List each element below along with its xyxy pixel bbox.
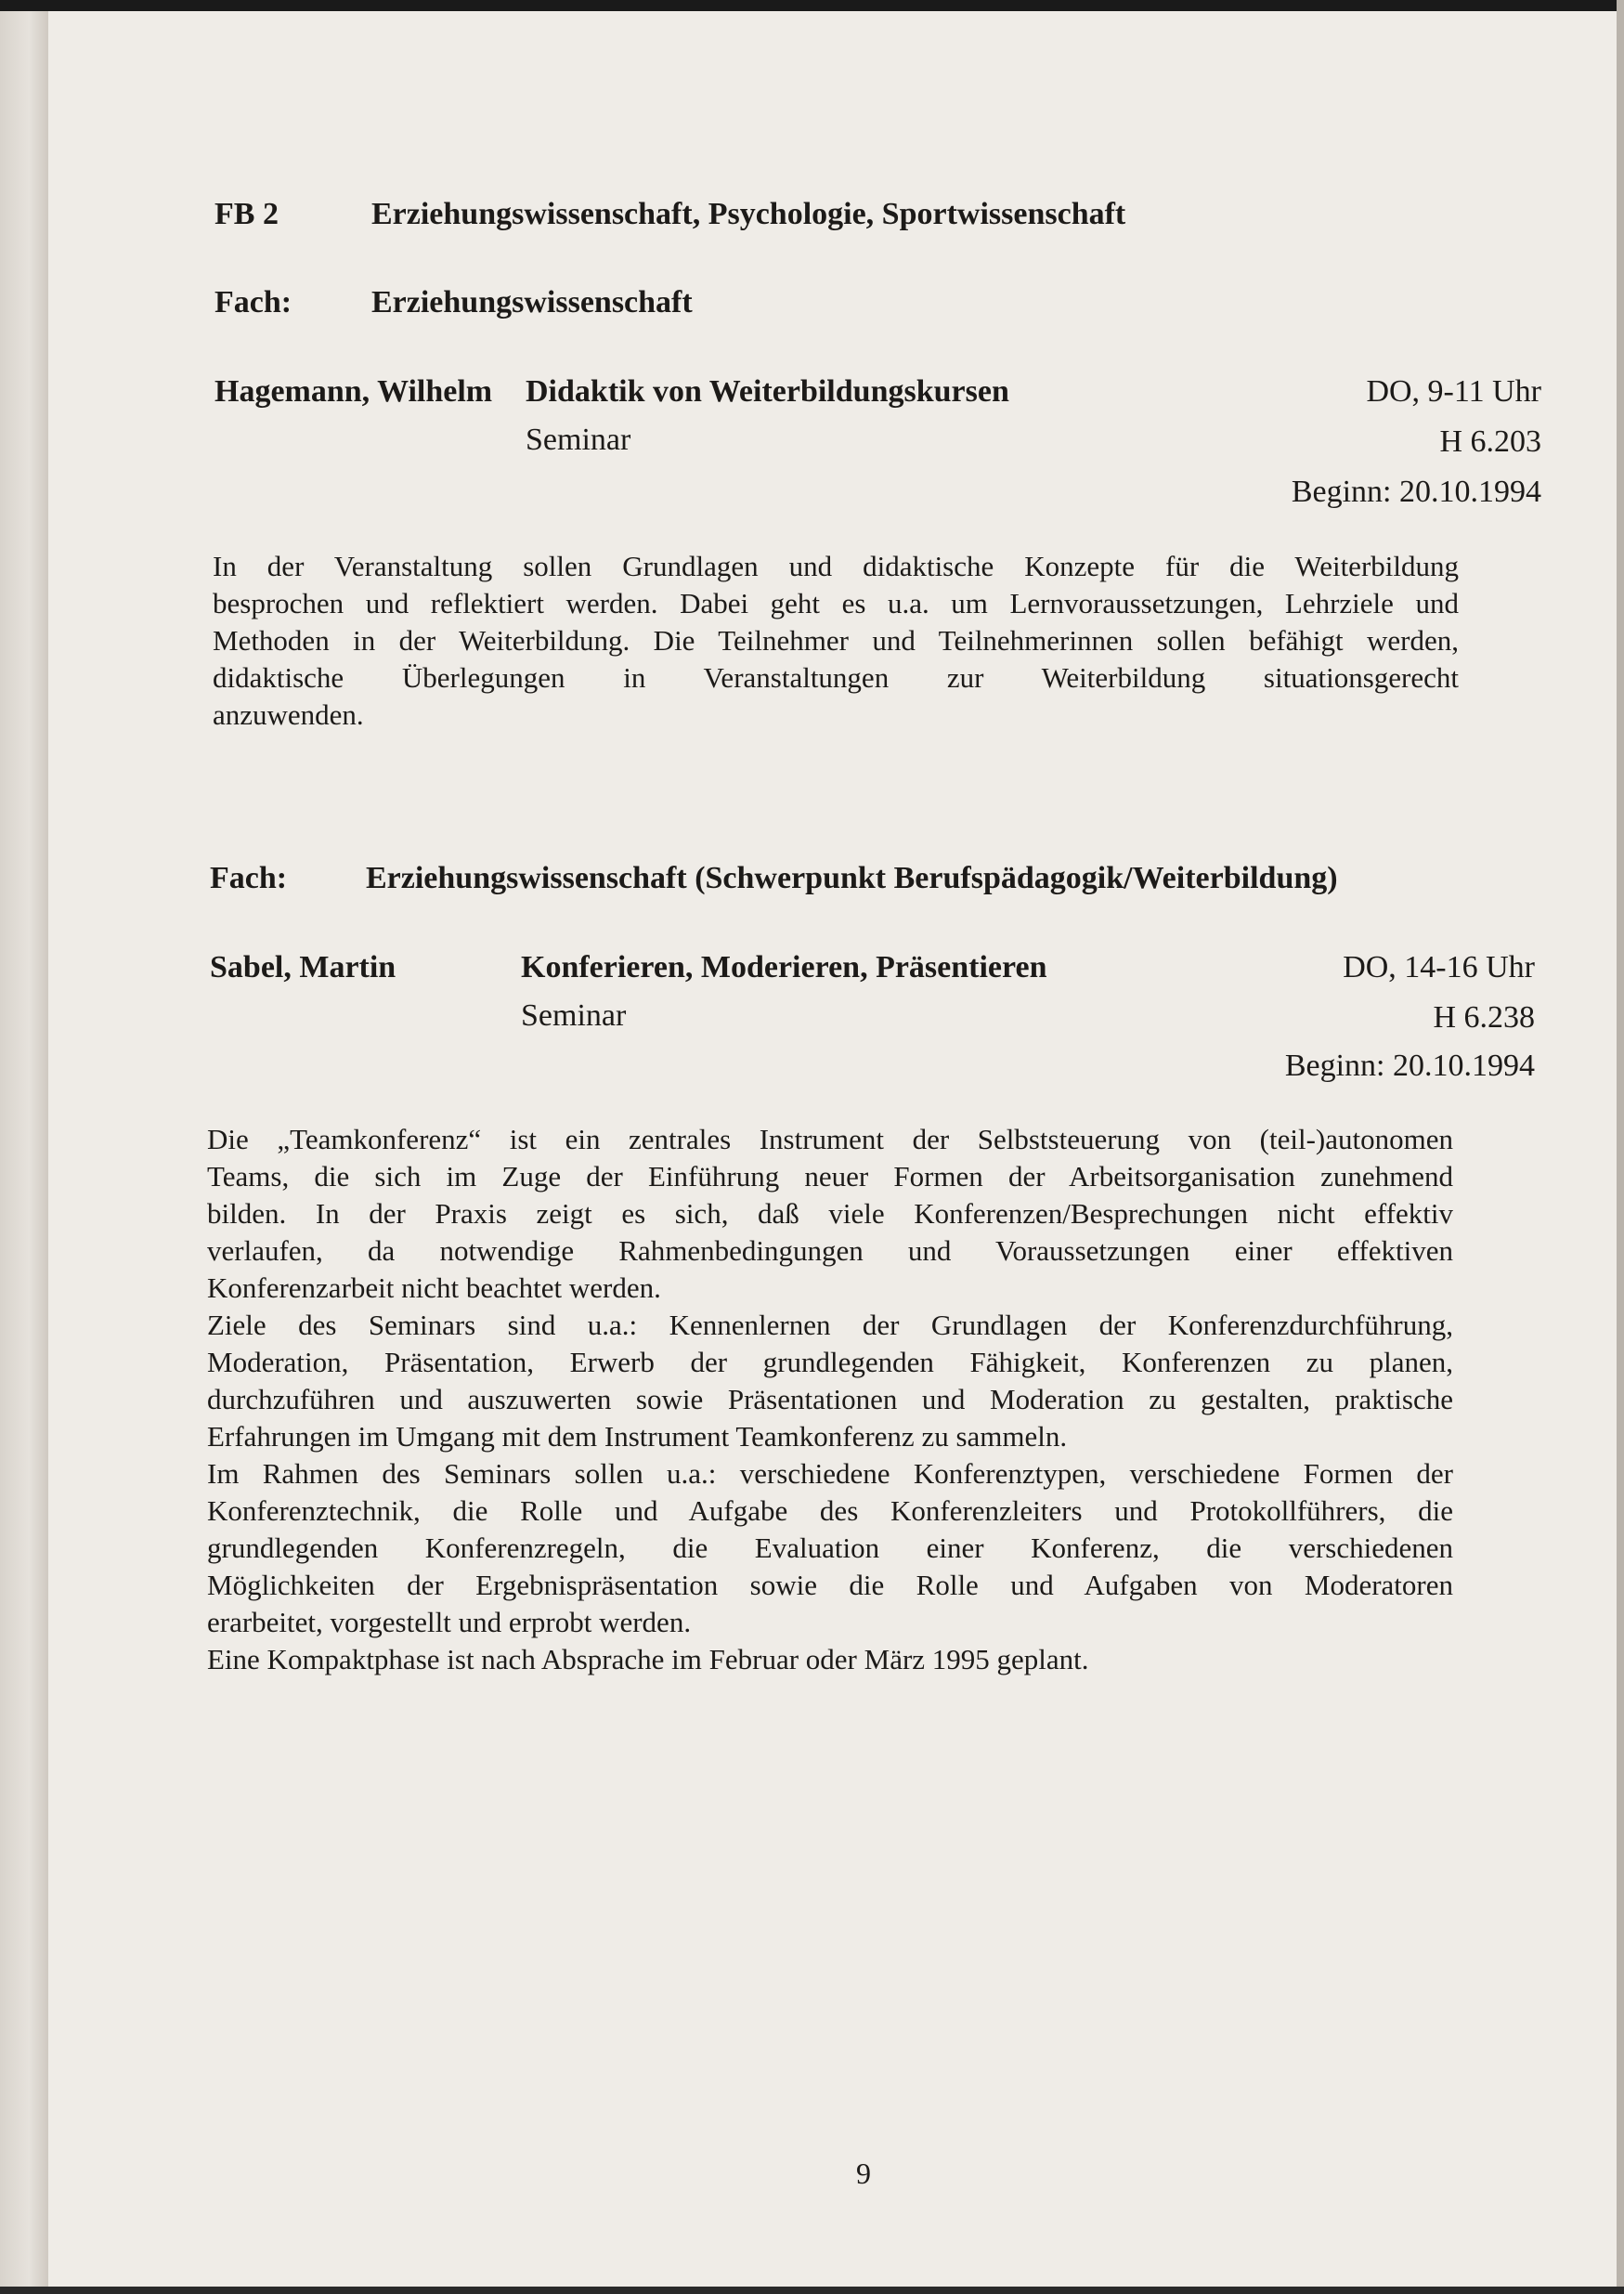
description-line: Die „Teamkonferenz“ ist ein zentrales Instrument der Selbststeuerung von (teil-)autonomen [207,1123,1453,1155]
description-line: Eine Kompaktphase ist nach Absprache im Februar oder März 1995 geplant. [207,1643,1089,1675]
fb-label: FB 2 [214,197,279,231]
course1-lecturer: Hagemann, Wilhelm [214,374,493,409]
description-line: In der Veranstaltung sollen Grundlagen und didaktische Konzepte für die Weiterbildung [213,550,1459,582]
description-line: Möglichkeiten der Ergebnispräsentation sowie die Rolle und Aufgaben von Moderatoren [207,1569,1453,1601]
page-number: 9 [856,2157,871,2190]
course1-room: H 6.203 [1439,424,1541,459]
fach-title: Erziehungswissenschaft [371,285,693,319]
description-line: bilden. In der Praxis zeigt es sich, daß viele Konferenzen/Besprechungen nicht effektiv [207,1197,1453,1230]
fach2-title: Erziehungswissenschaft (Schwerpunkt Berufspädagogik/Weiterbildung) [366,861,1338,895]
course1-start: Beginn: 20.10.1994 [1291,475,1541,509]
course1-title: Didaktik von Weiterbildungskursen [526,374,1009,409]
course2-type: Seminar [521,998,627,1033]
course1-time: DO, 9-11 Uhr [1366,374,1541,409]
scan-right-border [1617,0,1624,2294]
course1-description [213,548,1459,734]
description-line: erarbeitet, vorgestellt und erprobt werden. [207,1606,692,1638]
description-line: durchzuführen und auszuwerten sowie Präsentationen und Moderation zu gestalten, praktische [207,1383,1453,1415]
course2-start: Beginn: 20.10.1994 [1284,1049,1535,1083]
fb-title: Erziehungswissenschaft, Psychologie, Sportwissenschaft [371,197,1126,231]
course2-lecturer: Sabel, Martin [210,950,396,984]
description-line: Methoden in der Weiterbildung. Die Teilnehmer und Teilnehmerinnen sollen befähigt werden, [213,624,1459,657]
description-line: Im Rahmen des Seminars sollen u.a.: verschiedene Konferenztypen, verschiedene Formen der [207,1457,1453,1490]
description-line: Konferenztechnik, die Rolle und Aufgabe des Konferenzleiters und Protokollführers, die [207,1494,1453,1527]
course2-description [207,1121,1453,1678]
description-line: Erfahrungen im Umgang mit dem Instrument Teamkonferenz zu sammeln. [207,1420,1068,1453]
description-line: anzuwenden. [213,698,364,731]
scan-top-border [0,0,1624,11]
description-line: verlaufen, da notwendige Rahmenbedingungen und Voraussetzungen einer effektiven [207,1234,1453,1267]
description-line: Teams, die sich im Zuge der Einführung neuer Formen der Arbeitsorganisation zunehmend [207,1160,1453,1193]
scan-bottom-border [0,2287,1624,2294]
fach2-label: Fach: [210,861,288,895]
description-line: Moderation, Präsentation, Erwerb der grundlegenden Fähigkeit, Konferenzen zu planen, [207,1346,1453,1378]
description-line: Ziele des Seminars sind u.a.: Kennenlernen der Grundlagen der Konferenzdurchführung, [207,1309,1453,1341]
course1-type: Seminar [526,423,631,457]
course2-title: Konferieren, Moderieren, Präsentieren [521,950,1047,984]
page-binding-edge [0,0,48,2294]
fach-label: Fach: [214,285,292,319]
course2-time: DO, 14-16 Uhr [1343,950,1535,984]
description-line: didaktische Überlegungen in Veranstaltungen zur Weiterbildung situationsgerecht [213,661,1459,694]
description-line: grundlegenden Konferenzregeln, die Evaluation einer Konferenz, die verschiedenen [207,1532,1453,1564]
description-line: besprochen und reflektiert werden. Dabei geht es u.a. um Lernvoraussetzungen, Lehrziele und [213,587,1459,619]
course2-room: H 6.238 [1433,1000,1535,1035]
description-line: Konferenzarbeit nicht beachtet werden. [207,1271,661,1304]
